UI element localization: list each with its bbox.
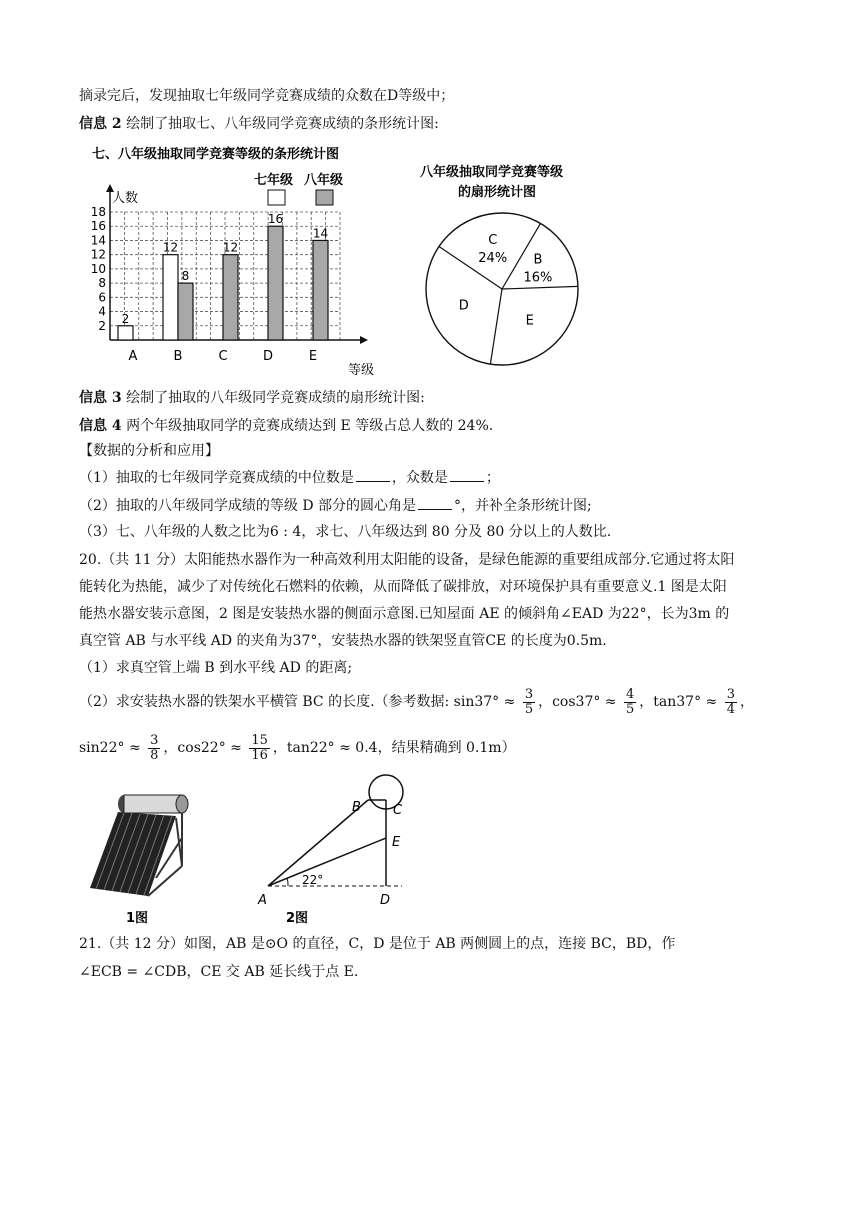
bar-value-label: 2 bbox=[121, 311, 130, 326]
y-tick-label: 6 bbox=[98, 290, 106, 305]
angle-label: 22° bbox=[302, 873, 324, 887]
fraction: $\frac{3}{8}$ bbox=[150, 732, 159, 763]
pie-slice-label: B bbox=[533, 252, 543, 268]
problem20-line2: 能转化为热能，减少了对传统化石燃料的依赖，从而降低了碳排放，对环境保护具有重要意义.1 图是太阳 bbox=[79, 579, 727, 595]
bar-chart bbox=[82, 142, 402, 382]
fraction: $\frac{15}{16}$ bbox=[251, 732, 268, 763]
problem20-line4: 真空管 AB 与水平线 AD 的夹角为37°，安装热水器的铁架竖直管CE 的长度为0.5m. bbox=[79, 633, 607, 649]
legend-grade7-swatch bbox=[268, 190, 285, 205]
x-axis-label: 等级 bbox=[348, 363, 375, 378]
info2-label: 信息 2 bbox=[79, 116, 122, 132]
point-C-label: C bbox=[393, 803, 403, 818]
bar-value-label: 12 bbox=[162, 240, 179, 255]
x-tick-label: D bbox=[262, 349, 274, 364]
y-tick-label: 10 bbox=[90, 261, 106, 276]
solar-heater-illustration bbox=[84, 788, 204, 928]
y-tick-label: 2 bbox=[98, 318, 106, 333]
info4-label: 信息 4 bbox=[79, 418, 122, 434]
section-heading: 【数据的分析和应用】 bbox=[79, 443, 219, 459]
point-E-label: E bbox=[392, 835, 401, 850]
y-tick-label: 12 bbox=[90, 247, 106, 262]
bar-value-label: 14 bbox=[312, 226, 329, 241]
info3-label: 信息 3 bbox=[79, 390, 122, 406]
info3-text: 绘制了抽取的八年级同学竞赛成绩的扇形统计图: bbox=[126, 390, 425, 406]
x-tick-label: B bbox=[173, 349, 183, 364]
info4-line bbox=[79, 416, 493, 436]
problem20-q2-cont: sin22° ≈ $\frac{3}{8}$ ，cos22° ≈ $\frac{15}{16}$ ，tan22° ≈ 0.4，结果精确到 0.1m） bbox=[79, 732, 516, 763]
y-axis-label: 人数 bbox=[112, 191, 139, 206]
text-line: 摘录完后，发现抽取七年级同学竞赛成绩的众数在D等级中； bbox=[79, 88, 455, 104]
problem20-line3: 能热水器安装示意图，2 图是安装热水器的侧面示意图.已知屋面 AE 的倾斜角∠EAD 为22°，长为3m 的 bbox=[79, 606, 730, 622]
problem20-q2: （2）求安装热水器的铁架水平横管 BC 的长度.（参考数据: sin37° ≈ $\frac{3}{5}$ ，cos37° ≈ $\frac{4}{5}$ ，tan37° ≈ $\frac{3}{4}$ ， bbox=[79, 686, 754, 717]
info2-line bbox=[79, 114, 439, 134]
pie-slice-label: D bbox=[458, 298, 469, 314]
pie-title-line1: 八年级抽取同学竞赛等级 bbox=[420, 165, 564, 180]
x-tick-label: C bbox=[218, 349, 228, 364]
bar bbox=[223, 255, 238, 340]
pie-slice-label: E bbox=[525, 313, 534, 329]
fraction: $\frac{3}{5}$ bbox=[524, 686, 534, 717]
x-axis-arrow bbox=[360, 336, 368, 344]
y-tick-label: 8 bbox=[98, 276, 106, 291]
info2-text: 绘制了抽取七、八年级同学竞赛成绩的条形统计图: bbox=[126, 116, 439, 132]
point-A-label: A bbox=[258, 893, 267, 908]
pie-slices bbox=[426, 213, 578, 365]
answer-blank bbox=[450, 468, 484, 482]
bar bbox=[163, 255, 178, 340]
x-tick-label: E bbox=[308, 349, 318, 364]
bar-value-label: 16 bbox=[267, 212, 284, 227]
pie-title-line2: 的扇形统计图 bbox=[458, 185, 537, 200]
info4-text: 两个年级抽取同学的竞赛成绩达到 E 等级占总人数的 24%. bbox=[126, 418, 494, 434]
bar bbox=[178, 283, 193, 340]
problem21-line2: ∠ECB = ∠CDB，CE 交 AB 延长线于点 E. bbox=[79, 964, 359, 980]
answer-blank bbox=[356, 468, 390, 482]
side-view-diagram bbox=[250, 770, 420, 930]
question-3: （3）七、八年级的人数之比为6 : 4，求七、八年级达到 80 分及 80 分以上的人数比. bbox=[79, 524, 612, 540]
bar-value-label: 8 bbox=[181, 269, 190, 284]
bar-chart-title: 七、八年级抽取同学竞赛等级的条形统计图 bbox=[92, 147, 340, 162]
fraction: $\frac{3}{4}$ bbox=[726, 686, 735, 717]
y-tick-label: 4 bbox=[98, 304, 106, 319]
problem21-line1: 21.（共 12 分）如图，AB 是⊙O 的直径，C，D 是位于 AB 两侧圆上的点，连接 BC，BD，作 bbox=[79, 936, 676, 952]
pie-slice-label: C bbox=[488, 233, 498, 249]
figure2-caption: 2图 bbox=[286, 911, 309, 926]
point-D-label: D bbox=[380, 893, 391, 908]
info3-line bbox=[79, 388, 425, 408]
pie-chart bbox=[410, 158, 600, 378]
fraction: $\frac{4}{5}$ bbox=[626, 686, 635, 717]
bar bbox=[118, 326, 133, 340]
figure1-caption: 1图 bbox=[126, 911, 149, 926]
y-tick-label: 18 bbox=[90, 205, 106, 219]
x-tick-label: A bbox=[128, 349, 138, 364]
legend-grade7-label: 七年级 bbox=[254, 173, 294, 188]
bar-chart-bars bbox=[118, 212, 328, 340]
pie-slice-value: 16% bbox=[523, 270, 553, 286]
bar bbox=[313, 240, 328, 340]
answer-blank bbox=[418, 496, 452, 510]
problem20-line1: 20.（共 11 分）太阳能热水器作为一种高效利用太阳能的设备，是绿色能源的重要组成部分.它通过将太阳 bbox=[79, 552, 735, 568]
bar bbox=[268, 226, 283, 340]
y-tick-label: 14 bbox=[90, 233, 106, 248]
bar-value-label: 12 bbox=[222, 240, 239, 255]
problem20-q1: （1）求真空管上端 B 到水平线 AD 的距离; bbox=[79, 660, 353, 676]
legend-grade8-swatch bbox=[316, 190, 333, 205]
question-1: （1）抽取的七年级同学竞赛成绩的中位数是 ，众数是 ； bbox=[79, 470, 500, 486]
question-2: （2）抽取的八年级同学成绩的等级 D 部分的圆心角是 °，并补全条形统计图; bbox=[79, 498, 592, 514]
y-tick-label: 16 bbox=[90, 219, 106, 234]
point-B-label: B bbox=[352, 800, 361, 815]
legend-grade8-label: 八年级 bbox=[304, 173, 344, 188]
pie-slice-value: 24% bbox=[478, 251, 508, 267]
